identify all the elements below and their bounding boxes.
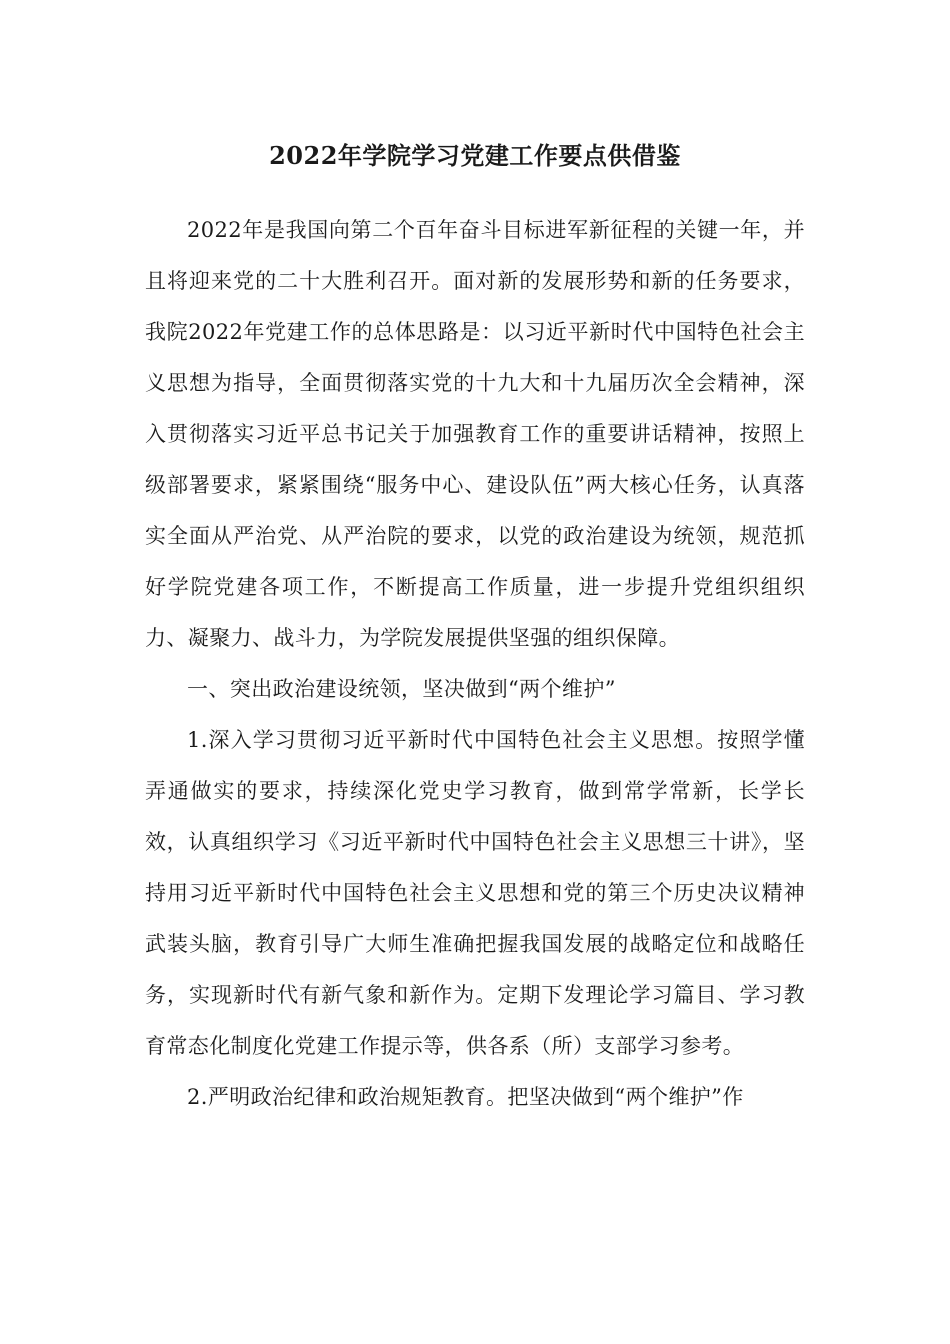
document-title: 2022年学院学习党建工作要点供借鉴 xyxy=(269,141,681,170)
paragraph-item-1: 1.深入学习贯彻习近平新时代中国特色社会主义思想。按照学懂弄通做实的要求，持续深化党史学习教育，做到常学常新，长学长效，认真组织学习《习近平新时代中国特色社会主义思想三十讲》，坚持用习近平新时代中国特色社会主义思想和党的第三个历史决议精神武装头脑，教育引导广大师生准确把握我国发展的战略定位和战略任务，实现新时代有新气象和新作为。定期下发理论学习篇目、学习教育常态化制度化党建工作提示等，供各系（所）支部学习参考。 xyxy=(145,728,805,1058)
paragraph-intro: 2022年是我国向第二个百年奋斗目标进军新征程的关键一年，并且将迎来党的二十大胜利召开。面对新的发展形势和新的任务要求，我院2022年党建工作的总体思路是：以习近平新时代中国特色社会主义思想为指导，全面贯彻落实党的十九大和十九届历次全会精神，深入贯彻落实习近平总书记关于加强教育工作的重要讲话精神，按照上级部署要求，紧紧围绕“服务中心、建设队伍”两大核心任务，认真落实全面从严治党、从严治院的要求，以党的政治建设为统领，规范抓好学院党建各项工作，不断提高工作质量，进一步提升党组织组织力、凝聚力、战斗力，为学院发展提供坚强的组织保障。 xyxy=(145,218,805,650)
document-body xyxy=(145,205,805,1123)
section-heading-1: 一、突出政治建设统领，坚决做到“两个维护” xyxy=(187,677,616,701)
paragraph-item-2: 2.严明政治纪律和政治规矩教育。把坚决做到“两个维护”作 xyxy=(187,1085,744,1109)
